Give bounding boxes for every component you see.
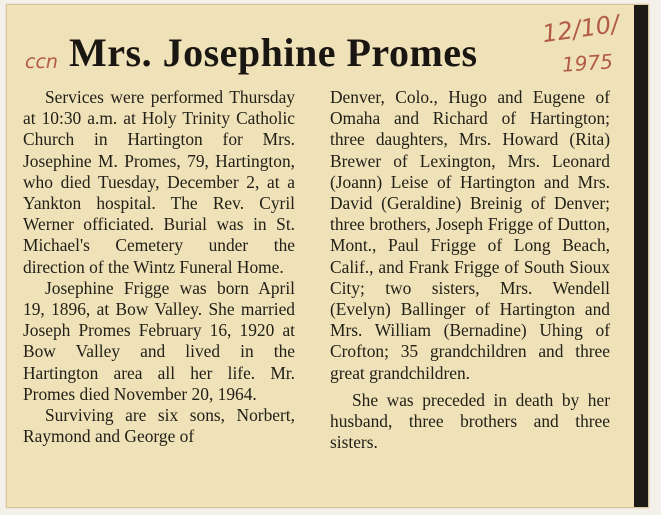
handwritten-date-line1: 12/10/	[540, 9, 621, 49]
right-column	[330, 87, 610, 453]
paragraph-survivors-start: Surviving are six sons, Norbert, Raymond and George of	[23, 405, 295, 447]
paragraph-biography: Josephine Frigge was born April 19, 1896, at Bow Valley. She married Joseph Promes February 16, 1920 at Bow Valley and lived in the Hartington area all her life. Mr. Promes died November 20, 1964.	[23, 277, 295, 404]
paragraph-survivors-continued: Denver, Colo., Hugo and Eugene of Omaha and Richard of Hartington; three daughters, Mrs. Howard (Rita) Brewer of Lexington, Mrs. Leonard (Joann) Leise of Hartington and Mrs. David (Geraldine) Breinig of Denver; three brothers, Joseph Frigge of Dutton, Mont., Paul Frigge of Long Beach, Calif., and Frank Frigge of South Sioux City; two sisters, Mrs. Wendell (Evelyn) Ballinger of Hartington and Mrs. William (Bernadine) Uhing of Crofton; 35 grandchildren and three great grandchildren.	[330, 87, 610, 383]
left-column	[23, 87, 295, 447]
obituary-headline: Mrs. Josephine Promes	[69, 30, 478, 75]
handwritten-initials: ccn	[25, 51, 58, 73]
handwritten-date-line2: 1975	[561, 49, 614, 77]
paragraph-services: Services were performed Thursday at 10:30 a.m. at Holy Trinity Catholic Church in Hartington for Mrs. Josephine M. Promes, 79, Hartington, who died Tuesday, December 2, at a Yankton hospital. The Rev. Cyril Werner officiated. Burial was in St. Michael's Cemetery under the direction of the Wintz Funeral Home.	[23, 87, 295, 277]
paragraph-preceded: She was preceded in death by her husband, three brothers and three sisters.	[330, 389, 610, 453]
scan-edge-shadow	[634, 5, 648, 507]
newspaper-clipping	[6, 4, 649, 508]
